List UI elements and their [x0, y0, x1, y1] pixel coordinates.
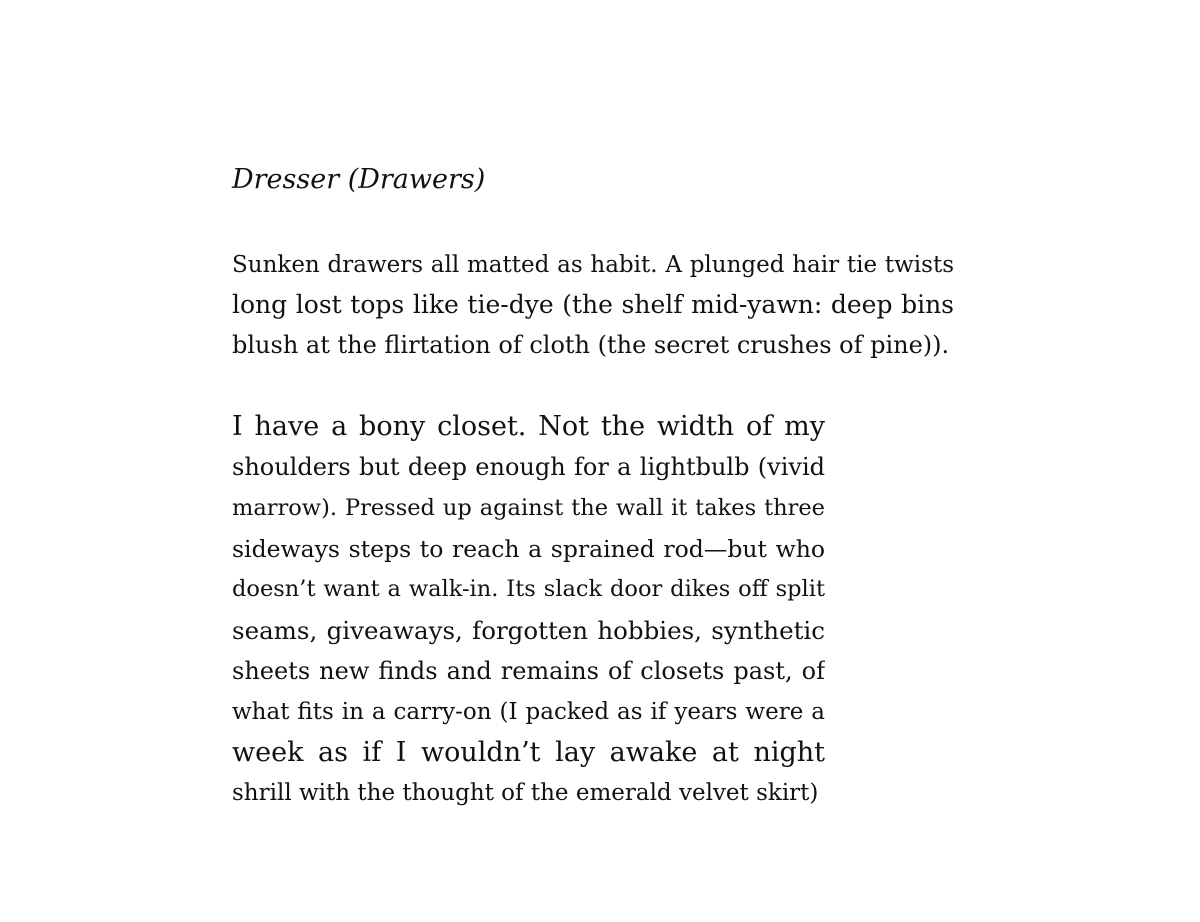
- stanza-2-line-9: week as if I wouldn’t lay awake at night: [232, 737, 825, 768]
- stanza-2-line-6: seams, giveaways, forgotten hobbies, synthetic: [232, 616, 825, 645]
- stanza-2-line-7: sheets new finds and remains of closets past, of: [232, 657, 825, 685]
- poem-title: Dresser (Drawers): [232, 164, 486, 195]
- stanza-2-line-1: I have a bony closet. Not the width of my: [232, 411, 825, 442]
- stanza-2-line-8: what fits in a carry-on (I packed as if years were a: [232, 699, 825, 725]
- stanza-1-line-3: blush at the flirtation of cloth (the secret crushes of pine)).: [232, 331, 950, 359]
- stanza-1-line-1: Sunken drawers all matted as habit. A plunged hair tie twists: [232, 252, 954, 278]
- stanza-2-line-3: marrow). Pressed up against the wall it takes three: [232, 495, 825, 521]
- stanza-2-line-10: shrill with the thought of the emerald velvet skirt): [232, 780, 819, 806]
- stanza-2-line-4: sideways steps to reach a sprained rod—but who: [232, 535, 825, 563]
- stanza-2-line-5: doesn’t want a walk-in. Its slack door dikes off split: [232, 576, 825, 602]
- stanza-2-line-2: shoulders but deep enough for a lightbulb (vivid: [232, 453, 825, 481]
- stanza-1-line-2: long lost tops like tie-dye (the shelf mid-yawn: deep bins: [232, 290, 954, 319]
